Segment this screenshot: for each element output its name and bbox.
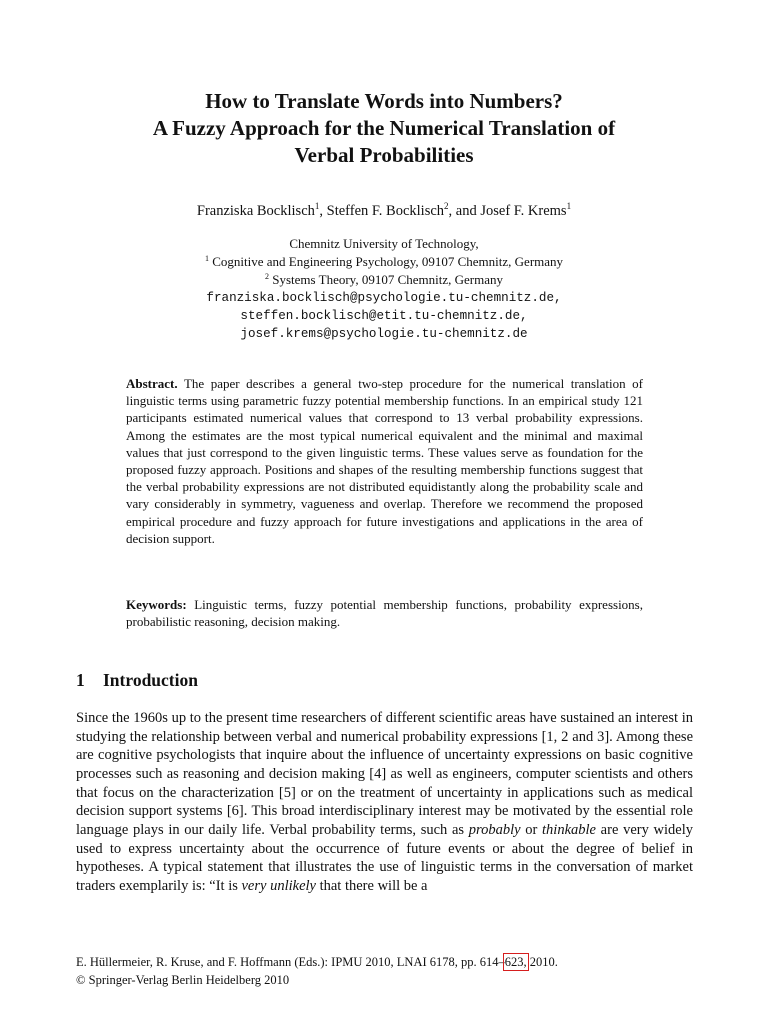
- intro-emphasis: thinkable: [542, 821, 596, 838]
- email-steffen: steffen.bocklisch@etit.tu-chemnitz.de,: [240, 309, 528, 323]
- abstract: [126, 375, 643, 547]
- citation-line: [76, 953, 558, 971]
- section-number: 1: [76, 670, 85, 690]
- intro-text: or: [520, 821, 543, 838]
- author-separator: ,: [319, 203, 327, 219]
- intro-emphasis: very unlikely: [241, 877, 316, 894]
- affiliation-dept-text: Systems Theory, 09107 Chemnitz, Germany: [269, 272, 503, 287]
- affiliation-dept-2: [60, 271, 708, 289]
- citation-footer: [76, 953, 558, 989]
- highlighted-page-number: 623,: [504, 955, 527, 969]
- intro-emphasis: probably: [468, 821, 521, 838]
- author-affiliation-mark: 1: [566, 201, 572, 211]
- copyright-line: © Springer-Verlag Berlin Heidelberg 2010: [76, 973, 290, 987]
- author-name: Steffen F. Bocklisch: [326, 203, 445, 219]
- affiliation-mark: 2: [265, 272, 270, 281]
- affiliation-mark: 1: [204, 254, 209, 263]
- paper-title: [60, 88, 708, 169]
- affiliation-institution: Chemnitz University of Technology,: [289, 236, 479, 251]
- title-line-1: How to Translate Words into Numbers?: [205, 89, 563, 113]
- citation-text-end: 2010.: [526, 955, 558, 969]
- keywords-label: Keywords:: [126, 597, 187, 612]
- author-name: Franziska Bocklisch: [196, 203, 315, 219]
- keywords-text: Linguistic terms, fuzzy potential membership functions, probability expressions, probabilistic reasoning, decision making.: [126, 597, 643, 630]
- email-franziska: franziska.bocklisch@psychologie.tu-chemnitz.de,: [206, 291, 562, 305]
- author-list: [60, 201, 708, 221]
- abstract-text: The paper describes a general two-step procedure for the numerical translation of linguistic terms using parametric fuzzy potential membership functions. In an empirical study 121 participants estimated numerical values that correspond to 13 verbal probability expressions. Among the estimates are the most typical numerical equivalent and the minimal and maximal values that just correspond to the given linguistic terms. These values serve as foundation for the proposed fuzzy approach. Positions and shapes of the resulting membership functions suggest that the verbal probability expressions are not distributed equidistantly along the probability scale and vary considerably in symmetry, vagueness and overlap. Therefore we recommend the proposed empirical procedure and fuzzy approach for future investigations and applications in the area of decision support.: [126, 376, 643, 546]
- author-affiliation-mark: 2: [444, 201, 449, 211]
- email-josef: josef.krems@psychologie.tu-chemnitz.de: [240, 327, 528, 341]
- section-title: Introduction: [103, 670, 198, 690]
- citation-text: E. Hüllermeier, R. Kruse, and F. Hoffmann (Eds.): IPMU 2010, LNAI 6178, pp. 614–: [76, 955, 505, 969]
- intro-text: Since the 1960s up to the present time researchers of different scientific areas have sustained an interest in studying the relationship between verbal and numerical probability expressions [1, 2 and 3]. Among these are cognitive psychologists that inquire about the influence of uncertainty expressions on basic cognitive processes such as reasoning and decision making [4] as well as engineers, computer scientists and others that focus on the characterization [5] or on the treatment of uncertainty in applications such as medical decision support systems [6]. This broad interdisciplinary interest may be motivated by the essential role language plays in our daily life. Verbal probability terms, such as: [76, 710, 693, 838]
- affiliation-dept-1: [60, 253, 708, 271]
- title-line-2: A Fuzzy Approach for the Numerical Translation of: [152, 116, 616, 140]
- introduction-paragraph: [76, 709, 693, 896]
- intro-text: that there will be a: [315, 877, 428, 894]
- affiliation-dept-text: Cognitive and Engineering Psychology, 09107 Chemnitz, Germany: [208, 254, 564, 269]
- abstract-label: Abstract.: [126, 376, 178, 391]
- keywords: [126, 596, 643, 630]
- intro-text: are very widely used to express uncertainty about the occurrence of future events or about the degree of belief in hypotheses. A typical statement that illustrates the use of linguistic terms in the conversation of market traders exemplarily is: “It is: [76, 821, 693, 894]
- affiliation-block: [60, 235, 708, 343]
- author-affiliation-mark: 1: [314, 201, 320, 211]
- author-name: Josef F. Krems: [480, 203, 567, 219]
- section-heading-introduction: [76, 668, 198, 692]
- title-line-3: Verbal Probabilities: [294, 143, 474, 167]
- author-separator: , and: [448, 203, 481, 219]
